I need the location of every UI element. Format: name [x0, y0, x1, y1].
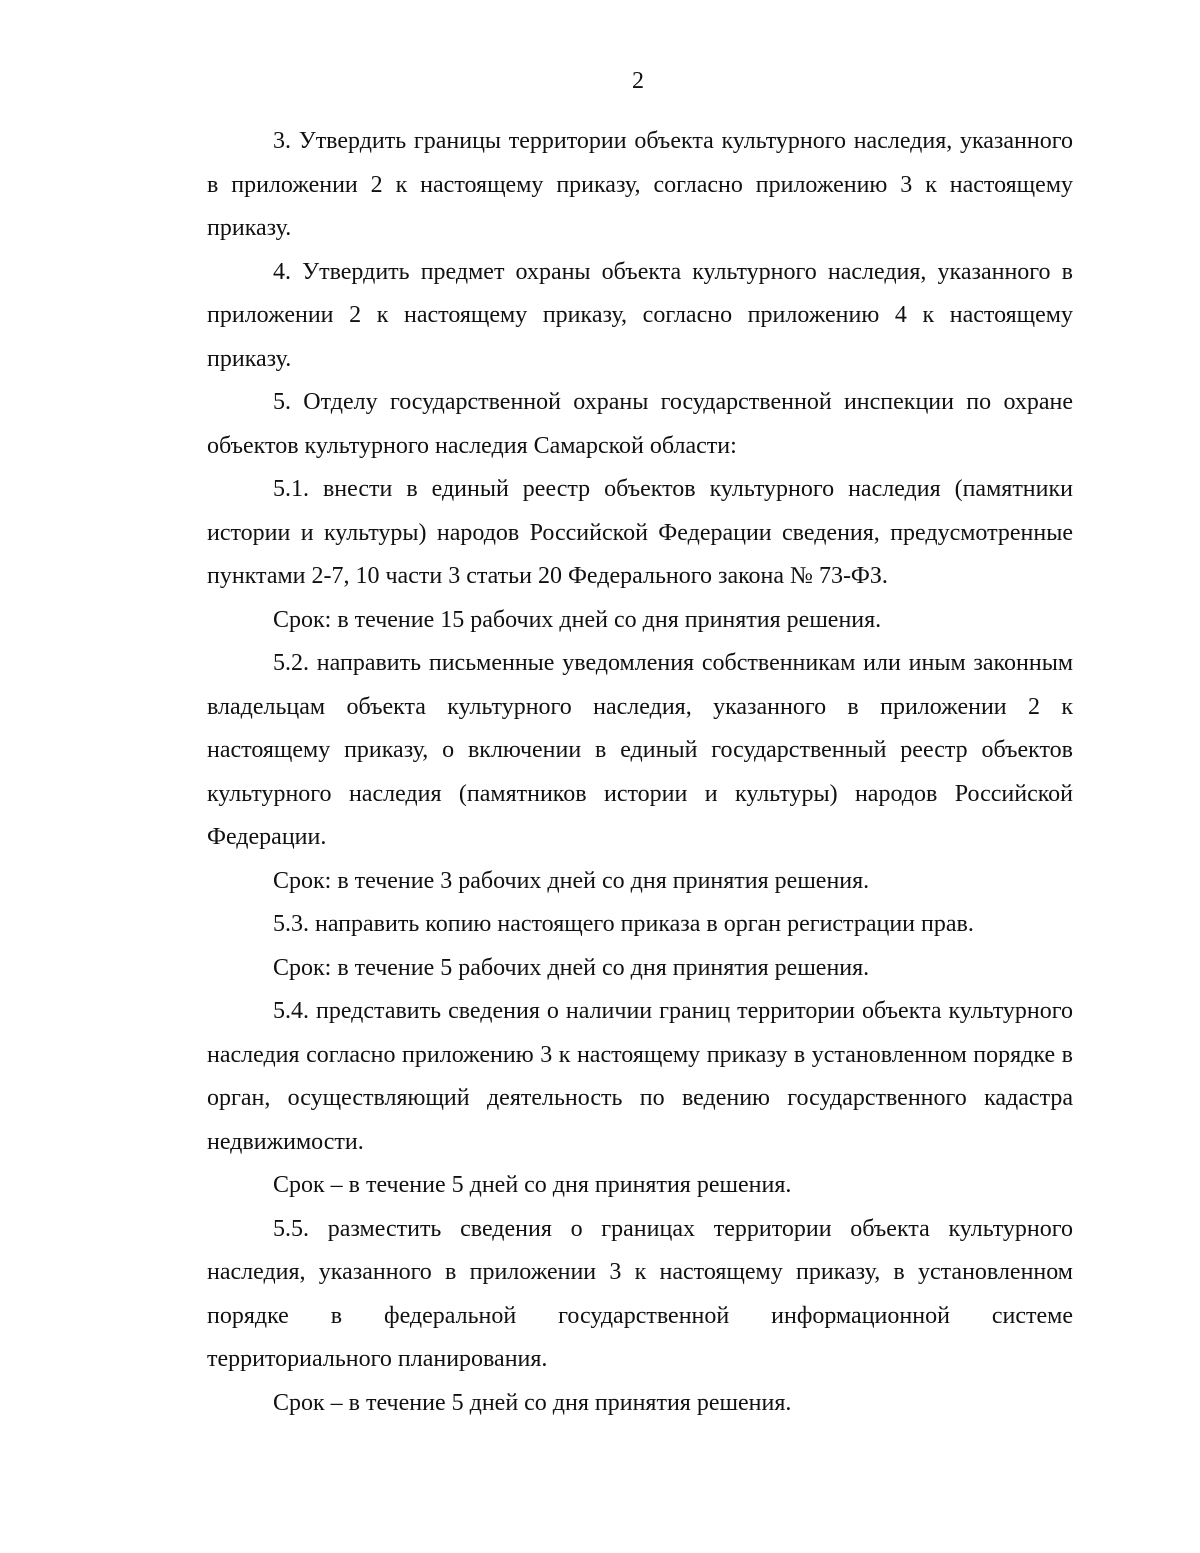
paragraph-5-1: 5.1. внести в единый реестр объектов культурного наследия (памятники истории и культуры) народов Российской Федерации сведения, предусмотренные пунктами 2-7, 10 части 3 статьи 20 Федерального закона № 73-ФЗ.	[207, 476, 1073, 589]
deadline-5-2: Срок: в течение 3 рабочих дней со дня принятия решения.	[273, 867, 870, 894]
paragraph-3: 3. Утвердить границы территории объекта культурного наследия, указанного в приложении 2 к настоящему приказу, согласно приложению 3 к настоящему приказу.	[207, 128, 1073, 241]
deadline-5-3: Срок: в течение 5 рабочих дней со дня принятия решения.	[273, 954, 870, 981]
deadline-5-1: Срок: в течение 15 рабочих дней со дня принятия решения.	[273, 606, 882, 633]
deadline-5-5: Срок – в течение 5 дней со дня принятия решения.	[273, 1389, 792, 1416]
page-number: 2	[632, 68, 644, 94]
deadline-5-4: Срок – в течение 5 дней со дня принятия решения.	[273, 1172, 792, 1198]
document-body	[207, 120, 1073, 1425]
paragraph-5-3: 5.3. направить копию настоящего приказа в орган регистрации прав.	[273, 911, 974, 937]
paragraph-5: 5. Отделу государственной охраны государственной инспекции по охране объектов культурного наследия Самарской области:	[207, 389, 1073, 459]
paragraph-5-4: 5.4. представить сведения о наличии границ территории объекта культурного наследия согласно приложению 3 к настоящему приказу в установленном порядке в орган, осуществляющий деятельность по ведению государственного кадастра недвижимости.	[207, 998, 1073, 1155]
paragraph-5-2: 5.2. направить письменные уведомления собственникам или иным законным владельцам объекта культурного наследия, указанного в приложении 2 к настоящему приказу, о включении в единый государственный реестр объектов культурного наследия (памятников истории и культуры) народов Российской Федерации.	[207, 650, 1073, 850]
paragraph-5-5: 5.5. разместить сведения о границах территории объекта культурного наследия, указанного в приложении 3 к настоящему приказу, в установленном порядке в федеральной государственной информационной системе территориального планирования.	[207, 1215, 1073, 1372]
paragraph-4: 4. Утвердить предмет охраны объекта культурного наследия, указанного в приложении 2 к настоящему приказу, согласно приложению 4 к настоящему приказу.	[207, 258, 1073, 372]
